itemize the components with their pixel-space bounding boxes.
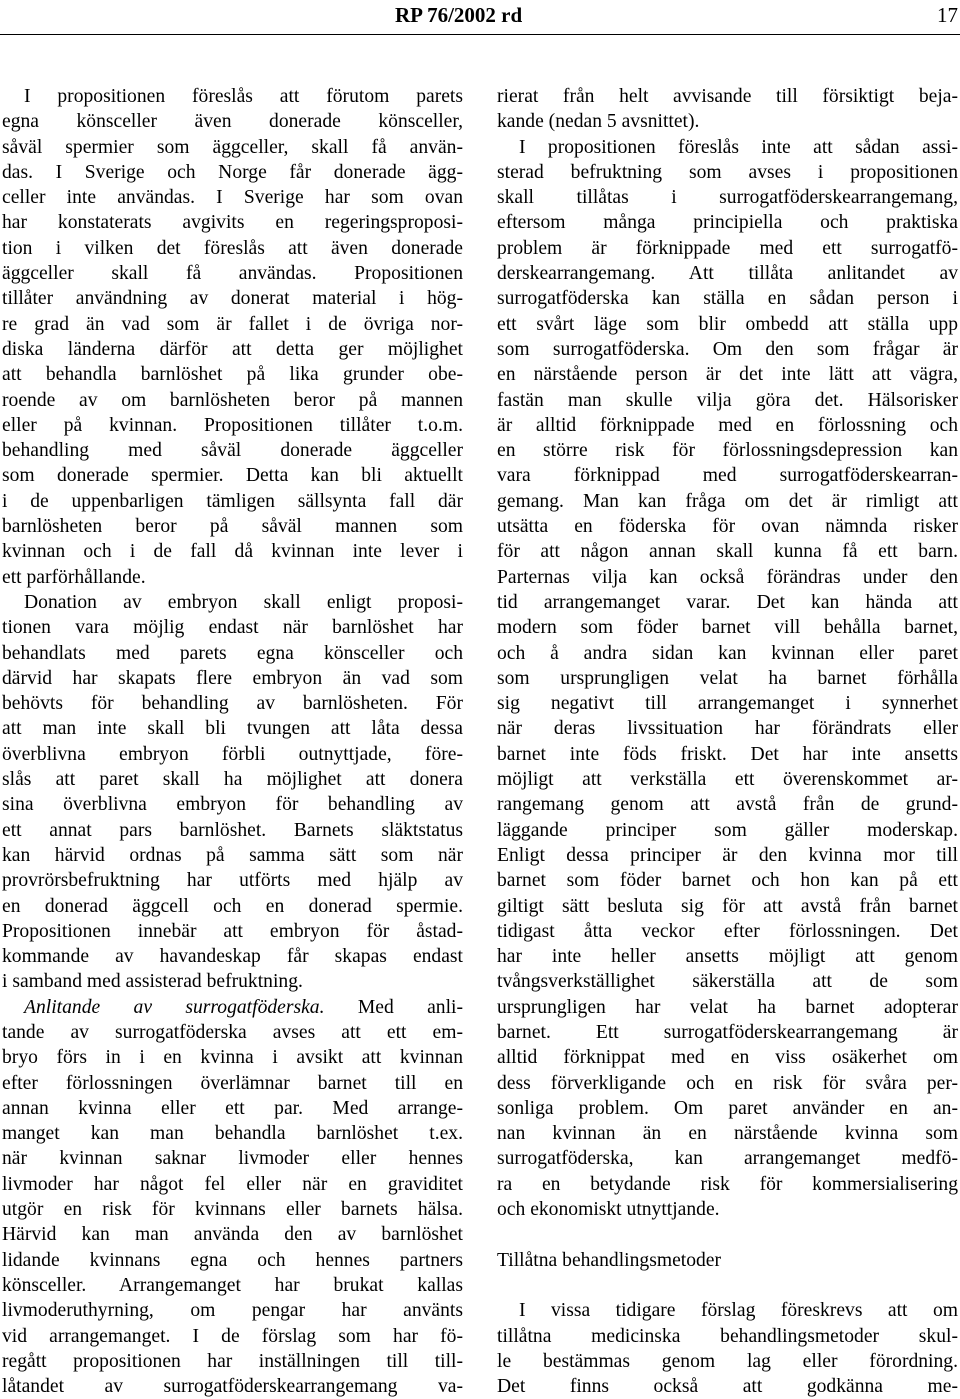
line-text: barnet. Ett surrogatföderskearrangemang är [497,1021,958,1043]
text-line [497,1298,958,1323]
line-text: och ekonomiskt utnyttjande. [497,1199,720,1221]
line-text: tillåter användning av donerat material i hög- [2,288,463,310]
line-text: kommande av havandeskap får skapas endast [2,946,463,968]
line-text: lidande kvinnans egna och hennes partners [2,1249,463,1271]
line-text: I vissa tidigare förslag föreskrevs att om [519,1300,958,1322]
text-line [2,337,463,362]
text-line [497,539,958,564]
line-text: möjligt att verkställa ett överenskommet ar- [497,769,958,791]
text-line [2,438,463,463]
text-line [497,969,958,994]
line-text: rierat från helt avvisande till försiktigt beja- [497,86,958,107]
line-text: könsceller. Arrangemanget har brukat kallas [2,1274,463,1296]
text-line [2,590,463,615]
line-text: när kvinnan saknar livmoder eller hennes [2,1148,463,1170]
line-text: sig negativt till arrangemanget i synnerhet [497,693,958,715]
line-text: överblivna embryon förbli outnyttjade, före- [2,743,463,765]
text-line [2,843,463,868]
line-text: surrogatföderska, kan arrangemanget medfö- [497,1148,958,1170]
text-line [2,489,463,514]
line-text: tid arrangemanget varar. Det kan hända att [497,591,958,613]
text-line [497,1248,958,1273]
text-line [497,1045,958,1070]
line-text: modern som föder barnet vill behålla barnet, [497,617,958,639]
text-line [497,742,958,767]
line-text: en donerad äggcell och en donerad spermie. [2,895,463,917]
text-line [2,666,463,691]
line-text: roende av om barnlösheten beror på mannen [2,389,463,411]
text-line [2,236,463,261]
line-text: ra en betydande risk för kommersialisering [497,1173,958,1195]
text-line [2,1121,463,1146]
text-line [497,894,958,919]
line-text: som surrogatföderska. Om den som frågar är [497,338,958,360]
text-line [497,286,958,311]
text-line [2,818,463,843]
text-line [497,666,958,691]
text-line [2,792,463,817]
line-text: barnet inte föds friskt. Det har inte ansetts [497,743,958,765]
line-text: har konstaterats avgivits en regeringsproposi- [2,212,463,234]
text-line [2,1349,463,1374]
line-text: i samband med assisterad befruktning. [2,971,303,993]
text-line [497,413,958,438]
line-text: eller på kvinnan. Propositionen tillåter t.o.m. [2,414,463,436]
line-text: kan härvid ordnas på samma sätt som när [2,844,463,866]
text-line [2,1324,463,1349]
text-line [2,210,463,235]
text-line [2,565,463,590]
text-line [497,135,958,160]
text-line [497,565,958,590]
text-line [497,868,958,893]
text-line [2,261,463,286]
line-text: utgör en risk för kvinnans eller barnets hälsa. [2,1199,463,1221]
text-line [2,1374,463,1399]
line-text: annan kvinna eller ett par. Med arrange- [2,1097,463,1119]
text-line [497,716,958,741]
line-text: en närstående person är det inte lätt att vägra, [497,364,958,386]
text-line [2,514,463,539]
line-text: att man inte skall bli tvungen att låta dessa [2,718,463,740]
line-text: behandlats med parets egna könsceller och [2,642,463,664]
line-text: gemang. Man kan fråga om det är rimligt att [497,490,958,512]
line-text: är alltid förknippade med en förlossning och [497,414,958,436]
text-line [2,463,463,488]
line-text: I propositionen föreslås att förutom parets [24,86,463,107]
text-line [497,767,958,792]
line-text: låtandet av surrogatföderskearrangemang va- [2,1376,463,1398]
text-line [497,438,958,463]
line-text: Propositionen innebär att embryon för åstad- [2,920,463,942]
line-text: barnlösheten beror på såväl mannen som [2,516,463,538]
line-text: derskearrangemang. Att tillåta anlitandet av [497,263,958,285]
line-text: Enligt dessa principer är den kvinna mor till [497,844,958,866]
line-text: i de uppenbarligen tämligen sällsynta fall där [2,490,463,512]
text-line [497,1146,958,1171]
text-line [497,261,958,286]
line-text: diska länderna därför att detta ger möjlighet [2,338,463,360]
line-text: I propositionen föreslås inte att sådan assi- [519,136,958,158]
text-line [497,362,958,387]
text-line [497,818,958,843]
line-text: Det finns också att godkänna me- [497,1376,958,1398]
text-line [497,109,958,134]
line-text: äggceller skall få användas. Propositionen [2,263,463,285]
text-line [497,463,958,488]
page-header [0,0,960,35]
text-line [497,691,958,716]
line-text: Donation av embryon skall enligt proposi- [24,591,463,613]
line-text: och å andra sidan kan kvinnan eller paret [497,642,958,664]
page-number: 17 [937,3,958,27]
right-text-column [497,84,958,1399]
line-text: tion i vilken det föreslås att även donerade [2,237,463,259]
line-text: kvinnan och i de fall då kvinnan inte lever i [2,541,463,563]
text-line [2,312,463,337]
line-text: manget kan man behandla barnlöshet t.ex. [2,1123,463,1145]
text-line [497,185,958,210]
text-line [2,1020,463,1045]
text-line [2,388,463,413]
line-text: egna könsceller även donerade könsceller, [2,111,463,133]
line-text: för att någon annan skall kunna få ett barn. [497,541,958,563]
line-text: tillåtna medicinska behandlingsmetoder skul- [497,1325,958,1347]
text-line [497,160,958,185]
line-text: tande av surrogatföderska avses att ett em- [2,1021,463,1043]
text-line [497,210,958,235]
line-text: vara förknippad med surrogatföderskearran- [497,465,958,487]
text-line [497,1121,958,1146]
line-text: sterad befruktning som avses i propositionen [497,161,958,183]
line-text: provrörsbefruktning har utförts med hjälp av [2,870,463,892]
text-line [497,1374,958,1399]
text-line [2,1298,463,1323]
text-line [2,109,463,134]
text-line [2,919,463,944]
line-text: ett annat pars barnlöshet. Barnets släktstatus [2,819,463,841]
text-line [497,590,958,615]
text-line [497,514,958,539]
line-text: ursprungligen har velat ha barnet adopterar [497,996,958,1018]
text-line [2,742,463,767]
line-text: tidigast åtta veckor efter förlossningen. Det [497,920,958,942]
text-line [497,615,958,640]
text-line [497,1349,958,1374]
text-line [2,1096,463,1121]
text-line [2,894,463,919]
text-line [2,286,463,311]
text-line [2,691,463,716]
text-line [2,641,463,666]
line-text: livmoderuthyrning, om pengar har använts [2,1300,463,1322]
line-text: därvid har skapats flere embryon än vad som [2,667,463,689]
text-line [497,312,958,337]
text-line [2,362,463,387]
text-line [497,995,958,1020]
text-line [497,1197,958,1222]
line-text: kande (nedan 5 avsnittet). [497,111,700,133]
line-text: giltigt sätt besluta sig för att avstå från barnet [497,895,958,917]
text-line [2,995,463,1020]
text-line [2,1248,463,1273]
line-text: le bestämmas genom lag eller förordning. [497,1350,958,1372]
line-text: såväl spermier som äggceller, skall få använ- [2,136,463,158]
line-text: läggande principer som gäller moderskap. [497,819,958,841]
line-text: barnet som föder barnet och hon kan på ett [497,870,958,892]
line-text: Parternas vilja kan också förändras under den [497,566,958,588]
line-text: nan kvinnan än en närstående kvinna som [497,1123,958,1145]
line-text: re grad än vad som är fallet i de övriga nor- [2,313,463,335]
line-text: surrogatföderska kan ställa en sådan person i [497,288,958,310]
text-line [497,84,958,109]
line-text: skall tillåtas i surrogatföderskearrangemang, [497,187,958,209]
line-text: alltid förknippat med en viss osäkerhet om [497,1047,958,1069]
line-text: slås att paret skall ha möjlighet att donera [2,769,463,791]
line-text: celler inte användas. I Sverige har som ovan [2,187,463,209]
text-line [2,767,463,792]
text-line [497,944,958,969]
text-line [497,1071,958,1096]
text-line [2,868,463,893]
text-line [497,1096,958,1121]
line-text: en större risk för förlossningsdepression kan [497,440,958,462]
text-line [2,160,463,185]
text-line [497,1172,958,1197]
line-text: livmoder har något fel eller när en graviditet [2,1173,463,1195]
text-line [497,919,958,944]
line-text: ett svårt läge som blir ombedd att ställa upp [497,313,958,335]
text-line [2,1172,463,1197]
text-line [497,1324,958,1349]
italic-heading: Anlitande av surrogatföderska. [24,996,325,1018]
text-line [2,716,463,741]
blank-line [497,1222,958,1247]
line-text: problem är förknippade med ett surrogatfö- [497,237,958,259]
line-text: rangemang genom att avstå från de grund- [497,794,958,816]
text-line [2,1146,463,1171]
line-text: Härvid kan man använda den av barnlöshet [2,1224,463,1246]
left-text-column [2,84,463,1399]
text-line [2,1045,463,1070]
line-text: Tillåtna behandlingsmetoder [497,1249,722,1271]
line-text: utsätta en föderska för ovan nämnda risker [497,516,958,538]
line-text: tvångsverkställighet säkerställa att de som [497,971,958,993]
line-text: fastän man skulle vilja göra det. Hälsorisker [497,389,958,411]
line-text: ett parförhållande. [2,566,146,588]
line-text: das. I Sverige och Norge får donerade ägg- [2,161,463,183]
line-text: som donerade spermier. Detta kan bli aktuellt [2,465,463,487]
text-line [2,185,463,210]
document-id: RP 76/2002 rd [395,3,523,27]
line-text: eftersom många principiella och praktiska [497,212,958,234]
line-text: regått propositionen har inställningen till till- [2,1350,463,1372]
line-text: när deras livssituation har förändrats eller [497,718,958,740]
line-text: vid arrangemanget. I de förslag som har fö- [2,1325,463,1347]
text-line [2,944,463,969]
line-text: efter förlossningen överlämnar barnet till en [2,1072,463,1094]
text-line [497,641,958,666]
text-line [497,236,958,261]
text-line [2,969,463,994]
line-text: som ursprungligen velat ha barnet förhålla [497,667,958,689]
line-text: sina överblivna embryon för behandling av [2,794,463,816]
text-line [2,1071,463,1096]
blank-line [497,1273,958,1298]
text-line [2,135,463,160]
line-text: behandling med såväl donerade äggceller [2,440,463,462]
text-line [497,843,958,868]
text-line [497,1020,958,1045]
text-line [2,539,463,564]
text-line [2,615,463,640]
line-text: dess förverkligande och en risk för svåra per- [497,1072,958,1094]
text-line [2,84,463,109]
text-line [2,1222,463,1247]
text-line [497,337,958,362]
text-line [2,1273,463,1298]
line-text: tionen vara möjlig endast när barnlöshet har [2,617,463,639]
line-text: behövts för behandling av barnlösheten. För [2,693,463,715]
line-text: sonliga problem. Om paret använder en an- [497,1097,958,1119]
line-text: att behandla barnlöshet på lika grunder obe- [2,364,463,386]
line-text: Med anli- [324,996,463,1018]
line-text: bryo förs in i en kvinna i avsikt att kvinnan [2,1047,463,1069]
text-line [497,388,958,413]
text-line [497,792,958,817]
text-line [2,413,463,438]
text-line [497,489,958,514]
text-line [2,1197,463,1222]
line-text: har inte heller ansetts möjligt att genom [497,946,958,968]
